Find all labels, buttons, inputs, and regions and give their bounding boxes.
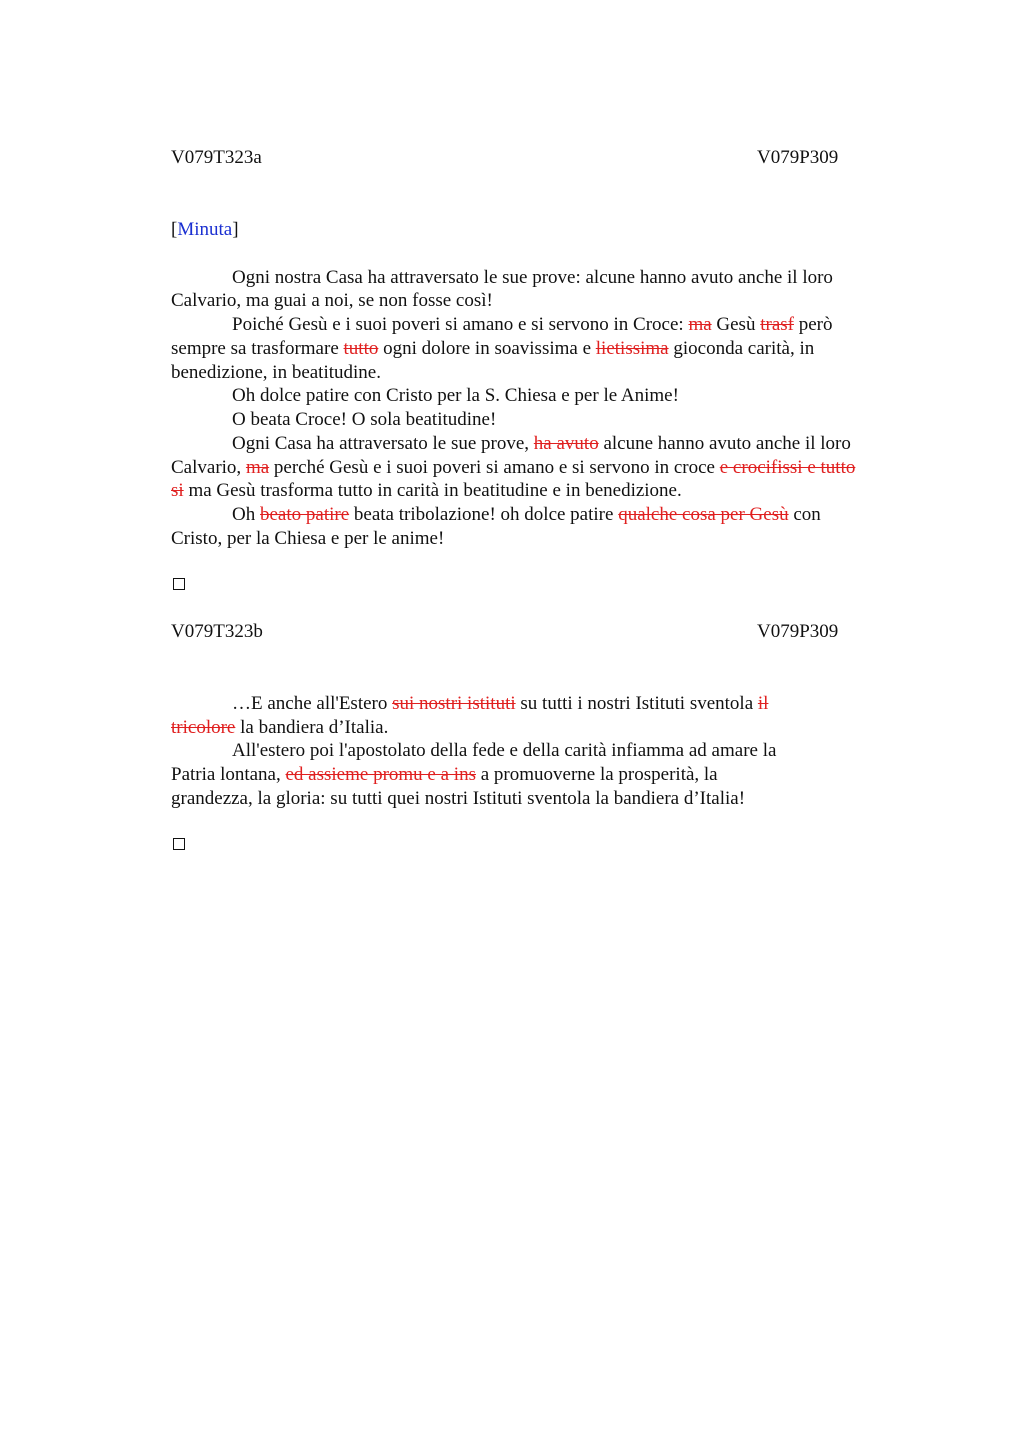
text-line [232,692,768,716]
deleted-text: si [171,480,184,501]
text-segment: ma Gesù trasforma tutto in carità in beatitudine e in benedizione. [183,480,682,501]
text-segment: sempre sa trasformare [171,338,344,359]
section-a-page-code: V079P309 [757,147,839,168]
text-segment: alcune hanno avuto anche il loro [598,433,851,454]
text-segment: benedizione, in beatitudine. [171,362,381,383]
deleted-text: ma [245,457,270,478]
minuta-label [171,218,239,242]
text-line [171,289,493,313]
deleted-text: trasf [760,314,794,335]
text-segment: la bandiera d’Italia. [235,717,389,738]
text-line [171,479,682,503]
text-line [232,313,833,337]
deleted-text: tricolore [171,717,236,738]
text-line [232,408,496,432]
text-segment: Oh [232,504,260,525]
text-line [171,787,745,811]
section-b-page-code: V079P309 [757,621,839,642]
deleted-text: tutto [343,338,379,359]
deleted-text: il [757,693,769,714]
text-line [171,527,444,551]
text-line [232,739,776,763]
text-line [171,456,855,480]
deleted-text: lietissima [595,338,669,359]
text-segment: gioconda carità, in [668,338,815,359]
text-segment: Ogni nostra Casa ha attraversato le sue prove: alcune hanno avuto anche il loro [232,267,833,288]
text-segment: beata tribolazione! oh dolce patire [349,504,619,525]
section-b-code: V079T323b [171,621,263,642]
text-segment: a promuoverne la prosperità, la [475,764,718,785]
text-segment: con [788,504,821,525]
end-marker-box [173,838,185,850]
text-segment: Ogni Casa ha attraversato le sue prove, [232,433,534,454]
text-segment: su tutti i nostri Istituti sventola [515,693,758,714]
minuta-link: Minuta [177,219,233,240]
bracket-open: [ [171,219,178,240]
text-segment: Oh dolce patire con Cristo per la S. Chiesa e per le Anime! [232,385,679,406]
text-line [171,361,381,385]
text-segment: O beata Croce! O sola beatitudine! [232,409,497,430]
text-line [232,384,679,408]
end-marker-box [173,578,185,590]
section-a-code: V079T323a [171,147,262,168]
deleted-text: sui nostri istituti [392,693,516,714]
deleted-text: qualche cosa per Gesù [618,504,789,525]
deleted-text: e crocifissi e tutto [719,457,856,478]
text-segment: ogni dolore in soavissima e [378,338,596,359]
text-segment: però [793,314,833,335]
deleted-text: ha avuto [533,433,599,454]
text-line [232,266,833,290]
text-segment: Calvario, [171,457,246,478]
text-segment: Cristo, per la Chiesa e per le anime! [171,528,445,549]
text-line [171,716,388,740]
deleted-text: ma [688,314,712,335]
text-segment: Calvario, ma guai a noi, se non fosse così! [171,290,493,311]
text-segment: Patria lontana, [171,764,286,785]
text-line [171,763,718,787]
bracket-close: ] [232,219,239,240]
text-line [171,337,814,361]
text-segment: perché Gesù e i suoi poveri si amano e si servono in croce [269,457,720,478]
text-segment: …E anche all'Estero [232,693,393,714]
deleted-text: beato patire [259,504,350,525]
text-segment: Gesù [711,314,761,335]
text-segment: All'estero poi l'apostolato della fede e della carità infiamma ad amare la [232,740,777,761]
text-line [232,503,821,527]
deleted-text: ed assieme promu e a ins [285,764,476,785]
text-segment: grandezza, la gloria: su tutti quei nostri Istituti sventola la bandiera d’Italia! [171,788,746,809]
text-line [232,432,851,456]
text-segment: Poiché Gesù e i suoi poveri si amano e si servono in Croce: [232,314,689,335]
